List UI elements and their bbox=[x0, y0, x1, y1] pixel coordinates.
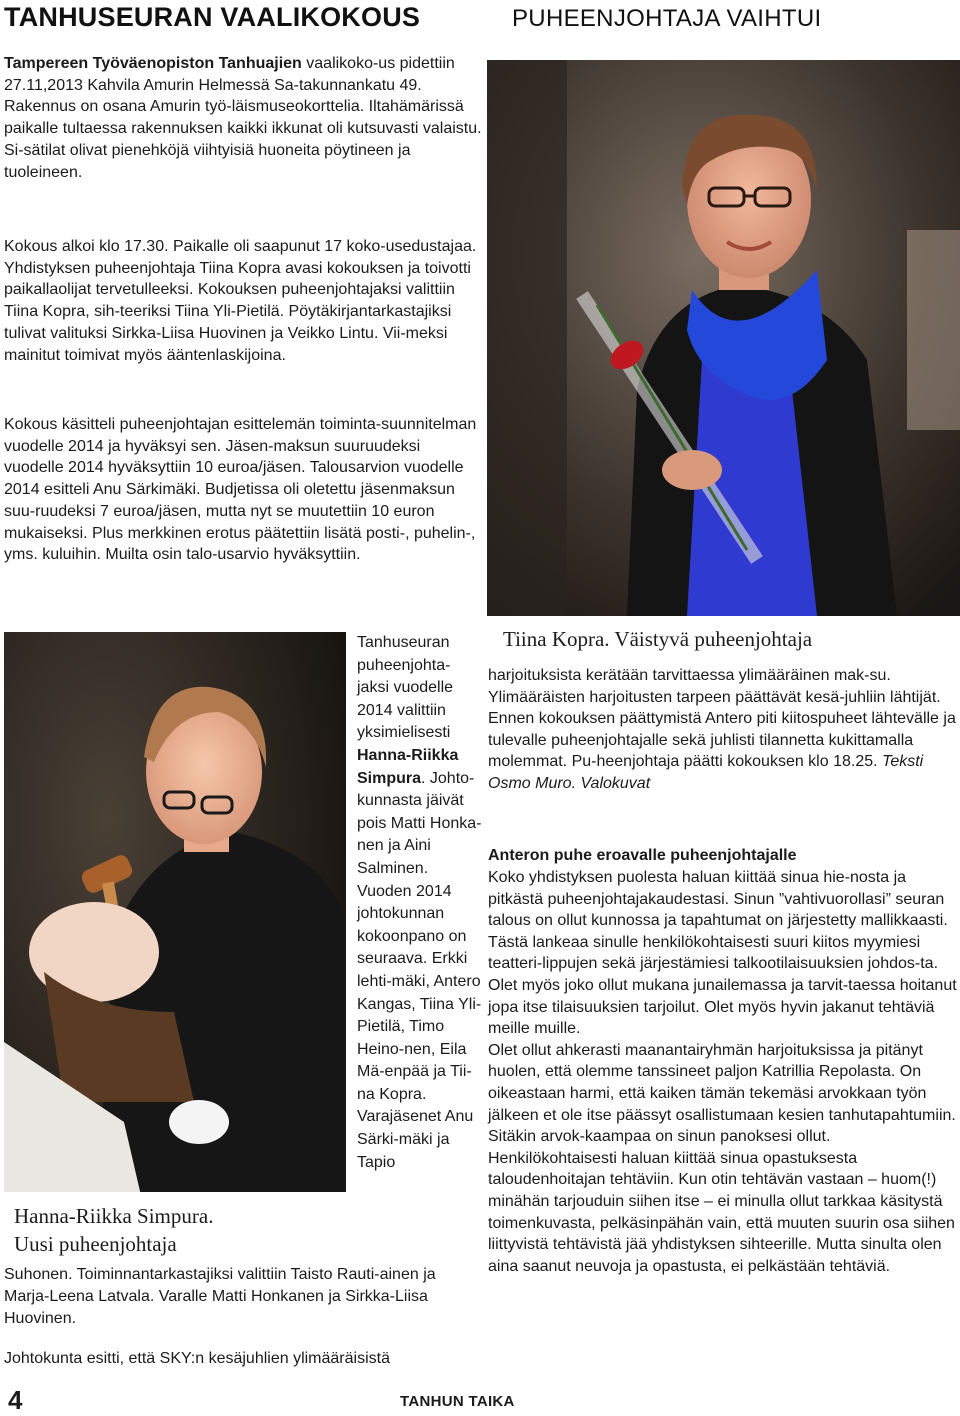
new-chair-name: Hanna-Riikka Simpura bbox=[357, 746, 459, 787]
speech-paragraph-1: Koko yhdistyksen puolesta haluan kiittää sinua hie-nosta ja pitkästä puheenjohtajakaudestasi. Sinun ”vahtivuorollasi” seuran talous on ollut kunnossa ja tapahtumat on järjestetty mallikkaasti. Tästä lankeaa sinulle henkilökohtaisesti suuri kiitos myymiesi teatteri-lippujen sekä järjestämiesi talkootilaisuuksien johdos-ta. Olet myös joko ollut mukana junailemassa ja tarvit-taessa hoitanut jopa itse tilaisuuksien tarjoilut. Olet myös hyvin jakanut tehtäviä meille muille. bbox=[488, 869, 957, 1038]
intro-paragraph bbox=[4, 53, 482, 183]
photo-hanna-riikka-simpura bbox=[4, 632, 346, 1252]
photo-hanna-caption bbox=[14, 1202, 213, 1258]
photo-hanna-caption-line2: Uusi puheenjohtaja bbox=[14, 1232, 177, 1256]
board-election-pre: Tanhuseuran puheenjohta-jaksi vuodelle 2014 valittiin yksimielisesti bbox=[357, 634, 454, 742]
meeting-start-text: Kokous alkoi klo 17.30. Paikalle oli saapunut 17 koko-usedustajaa. Yhdistyksen puheenjohtaja Tiina Kopra avasi kokouksen ja toivotti paikallaolijat tervetulleeksi. Kokouksen puheenjohtajaksi valittiin Tiina Kopra, sih-teeriksi Tiina Yli-Pietilä. Pöytäkirjantarkastajiksi tulivat valituksi Sirkka-Liisa Huovinen ja Veikko Lintu. Vii-meksi mainitut toimivat myös ääntenlaskijoina. bbox=[4, 238, 477, 364]
speech-paragraph-3: Henkilökohtaisesti haluan kiittää sinua opastuksesta taloudenhoitajan tehtäviin. Kun otin tehtävän vastaan – huom(!) minähän tarjouduin siihen itse – ei minulla ollut tarkkaa käsitystä toimenkuvasta, pelkäsinpähän vain, että muuten suurin osa siihen liittyvistä tehtävistä jää yhdistyksen sihteerille. Mutta sinulta olen aina saanut neuvoja ja opastusta, ei pelkästään tehtäviä. bbox=[488, 1149, 955, 1275]
speech-section bbox=[488, 845, 960, 1277]
intro-lead: Tampereen Työväenopiston Tanhuajien bbox=[4, 55, 302, 72]
photo-tiina-kopra bbox=[487, 60, 960, 616]
meeting-end-text: harjoituksista kerätään tarvittaessa ylimääräinen mak-su. Ylimääräisten harjoitusten tarpeen päättävät kesä-juhliin lähtijät. Ennen kokouksen päättymistä Antero piti kiitospuheet lähtevälle ja tulevalle puheenjohtajalle sekä juhlisti tilannetta kukittamalla molemmat. Pu-heenjohtaja päätti kokouksen klo 18.25. bbox=[488, 667, 956, 771]
auditors-paragraph: Suhonen. Toiminnantarkastajiksi valittiin Taisto Rauti-ainen ja Marja-Leena Latvala. Varalle Matti Honkanen ja Sirkka-Liisa Huovinen. bbox=[4, 1266, 436, 1327]
meeting-start-paragraph bbox=[4, 236, 482, 366]
publication-name: TANHUN TAIKA bbox=[400, 1393, 515, 1410]
budget-text: Kokous käsitteli puheenjohtajan esittelemän toiminta-suunnitelman vuodelle 2014 ja hyväksyi sen. Jäsen-maksun suuruudeksi vuodelle 2014 hyväksyttiin 10 euroa/jäsen. Talousarvion vuodelle 2014 esitteli Anu Särkimäki. Budjetissa oli oletettu jäsenmaksun suu-ruudeksi 7 euroa/jäsen, mutta nyt se muutettiin 10 euron mukaiseksi. Plus merkkinen erotus päätettiin lisätä posti-, puhelin-, yms. kuluihin. Muilta osin talo-usarvio hyväksyttiin. bbox=[4, 416, 477, 564]
photo-tiina-kopra-image bbox=[487, 60, 960, 616]
speech-heading: Anteron puhe eroavalle puheenjohtajalle bbox=[488, 847, 797, 864]
summer-festival-paragraph: Johtokunta esitti, että SKY:n kesäjuhlien ylimääräisistä bbox=[4, 1350, 390, 1367]
budget-paragraph bbox=[4, 414, 482, 566]
photo-credit: Teksti Osmo Muro. Valokuvat bbox=[488, 753, 924, 792]
board-election-paragraph bbox=[357, 632, 482, 1174]
photo-tiina-caption: Tiina Kopra. Väistyvä puheenjohtaja bbox=[503, 627, 813, 651]
photo-hanna-riikka-image bbox=[4, 632, 346, 1252]
board-election-post: . Johto-kunnasta jäivät pois Matti Honka-nen ja Aini Salminen. Vuoden 2014 johtokunnan kokoonpano on seuraava. Erkki lehti-mäki, Antero Kangas, Tiina Yli-Pietilä, Timo Heino-nen, Eila Mä-enpää ja Tii-na Kopra. Varajäsenet Anu Särki-mäki ja Tapio bbox=[357, 769, 482, 1171]
speech-paragraph-2: Olet ollut ahkerasti maanantairyhmän harjoituksissa ja pitänyt huolen, että olemme tanssineet paljon Katrillia Repolasta. On oikeastaan harmi, että kaiken tämän tekemäsi arvokkaan työn jälkeen et ole itse päässyt osallistumaan kesien tanhutapahtumiin. Sitäkin arvok-kaampaa on sinun panoksesi ollut. bbox=[488, 1041, 956, 1146]
page-number: 4 bbox=[8, 1385, 23, 1415]
photo-hanna-caption-line1: Hanna-Riikka Simpura. bbox=[14, 1204, 214, 1228]
meeting-end-paragraph bbox=[488, 665, 960, 795]
intro-text: vaalikoko-us pidettiin 27.11,2013 Kahvila Amurin Helmessä Sa-takunnankatu 49. Rakennus on osana Amurin työ-läismuseokorttelia. Iltahämärissä paikalle tultaessa rakennuksen kaikki ikkunat oli kutsuvasti valaistu. Si-sätilat olivat pienehköjä viihtyisiä huoneita pöytineen ja tuoleineen. bbox=[4, 55, 482, 181]
article-subtitle: PUHEENJOHTAJA VAIHTUI bbox=[512, 5, 822, 32]
article-title: TANHUSEURAN VAALIKOKOUS bbox=[4, 2, 421, 32]
